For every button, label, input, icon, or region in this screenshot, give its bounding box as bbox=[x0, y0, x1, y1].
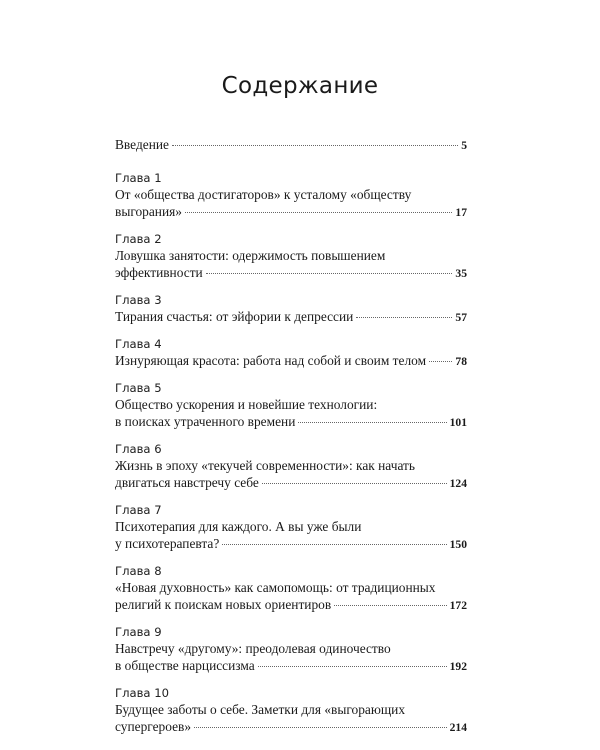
toc-page-number: 17 bbox=[455, 206, 467, 219]
toc-chapter-entry bbox=[115, 170, 467, 221]
chapter-title-line bbox=[115, 579, 467, 596]
chapter-title-line bbox=[115, 203, 467, 221]
chapter-list bbox=[115, 170, 467, 736]
chapter-title-line bbox=[115, 596, 467, 614]
toc-page-number: 5 bbox=[461, 139, 467, 152]
dot-leader bbox=[334, 605, 446, 606]
toc-chapter-entry bbox=[115, 336, 467, 370]
chapter-label: Глава 7 bbox=[115, 503, 162, 517]
chapter-title-line bbox=[115, 518, 467, 535]
chapter-title-text: супергероев» bbox=[115, 719, 192, 734]
chapter-label: Глава 8 bbox=[115, 564, 162, 578]
chapter-title-line bbox=[115, 657, 467, 675]
toc-page-number: 57 bbox=[455, 311, 467, 324]
toc-chapter-entry bbox=[115, 441, 467, 492]
dot-leader bbox=[356, 317, 452, 318]
toc-page-number: 192 bbox=[449, 660, 467, 673]
toc-page-number: 78 bbox=[455, 355, 467, 368]
chapter-title-text: эффективности bbox=[115, 265, 203, 280]
chapter-title-line bbox=[115, 396, 467, 413]
toc-chapter-entry bbox=[115, 624, 467, 675]
chapter-title-text: Будущее заботы о себе. Заметки для «выгорающих bbox=[115, 702, 406, 717]
chapter-title-line bbox=[115, 186, 467, 203]
chapter-title-line bbox=[115, 247, 467, 264]
chapter-title-text: От «общества достигаторов» к усталому «обществу bbox=[115, 187, 412, 202]
chapter-title-text: Тирания счастья: от эйфории к депрессии bbox=[115, 309, 354, 324]
dot-leader bbox=[172, 145, 458, 146]
toc-chapter-entry bbox=[115, 380, 467, 431]
chapter-label: Глава 10 bbox=[115, 686, 169, 700]
chapter-title-text: Общество ускорения и новейшие технологии: bbox=[115, 397, 378, 412]
chapter-title-text: у психотерапевта? bbox=[115, 536, 220, 551]
chapter-label: Глава 5 bbox=[115, 381, 162, 395]
page-title: Содержание bbox=[221, 73, 379, 99]
toc-page-number: 150 bbox=[449, 538, 467, 551]
toc-chapter-entry bbox=[115, 231, 467, 282]
chapter-title-text: в поисках утраченного времени bbox=[115, 414, 296, 429]
chapter-label: Глава 4 bbox=[115, 337, 162, 351]
chapter-title-line bbox=[115, 352, 467, 370]
chapter-label: Глава 2 bbox=[115, 232, 162, 246]
chapter-title-line bbox=[115, 308, 467, 326]
dot-leader bbox=[185, 212, 452, 213]
dot-leader bbox=[429, 361, 452, 362]
chapter-title-text: двигаться навстречу себе bbox=[115, 475, 259, 490]
chapter-title-text: Жизнь в эпоху «текучей современности»: как начать bbox=[115, 458, 416, 473]
chapter-label: Глава 9 bbox=[115, 625, 162, 639]
toc-page-number: 35 bbox=[455, 267, 467, 280]
toc-entry-label: Введение bbox=[115, 137, 169, 152]
chapter-title-text: «Новая духовность» как самопомощь: от традиционных bbox=[115, 580, 436, 595]
chapter-title-line bbox=[115, 701, 467, 718]
dot-leader bbox=[258, 666, 447, 667]
chapter-title-text: выгорания» bbox=[115, 204, 182, 219]
dot-leader bbox=[298, 422, 446, 423]
chapter-title-text: Ловушка занятости: одержимость повышением bbox=[115, 248, 386, 263]
chapter-title-text: в обществе нарциссизма bbox=[115, 658, 255, 673]
chapter-title-line bbox=[115, 474, 467, 492]
toc-page-number: 101 bbox=[449, 416, 467, 429]
chapter-label: Глава 3 bbox=[115, 293, 162, 307]
dot-leader bbox=[206, 273, 453, 274]
chapter-title-text: Изнуряющая красота: работа над собой и своим телом bbox=[115, 353, 427, 368]
chapter-title-text: Психотерапия для каждого. А вы уже были bbox=[115, 519, 362, 534]
chapter-label: Глава 1 bbox=[115, 171, 162, 185]
chapter-title-line bbox=[115, 640, 467, 657]
toc-page-number: 124 bbox=[449, 477, 467, 490]
toc-entry-intro bbox=[115, 136, 467, 154]
chapter-title-line bbox=[115, 535, 467, 553]
toc-chapter-entry bbox=[115, 502, 467, 553]
toc-page-number: 214 bbox=[449, 721, 467, 734]
chapter-title-line bbox=[115, 457, 467, 474]
chapter-title-line bbox=[115, 718, 467, 736]
toc-page-number: 172 bbox=[449, 599, 467, 612]
chapter-title-text: Навстречу «другому»: преодолевая одиночество bbox=[115, 641, 391, 656]
dot-leader bbox=[262, 483, 447, 484]
toc-chapter-entry bbox=[115, 292, 467, 326]
dot-leader bbox=[194, 727, 447, 728]
dot-leader bbox=[222, 544, 446, 545]
toc-chapter-entry bbox=[115, 563, 467, 614]
table-of-contents bbox=[115, 136, 467, 746]
chapter-title-line bbox=[115, 264, 467, 282]
chapter-label: Глава 6 bbox=[115, 442, 162, 456]
chapter-title-line bbox=[115, 413, 467, 431]
chapter-title-text: религий к поискам новых ориентиров bbox=[115, 597, 332, 612]
toc-chapter-entry bbox=[115, 685, 467, 736]
